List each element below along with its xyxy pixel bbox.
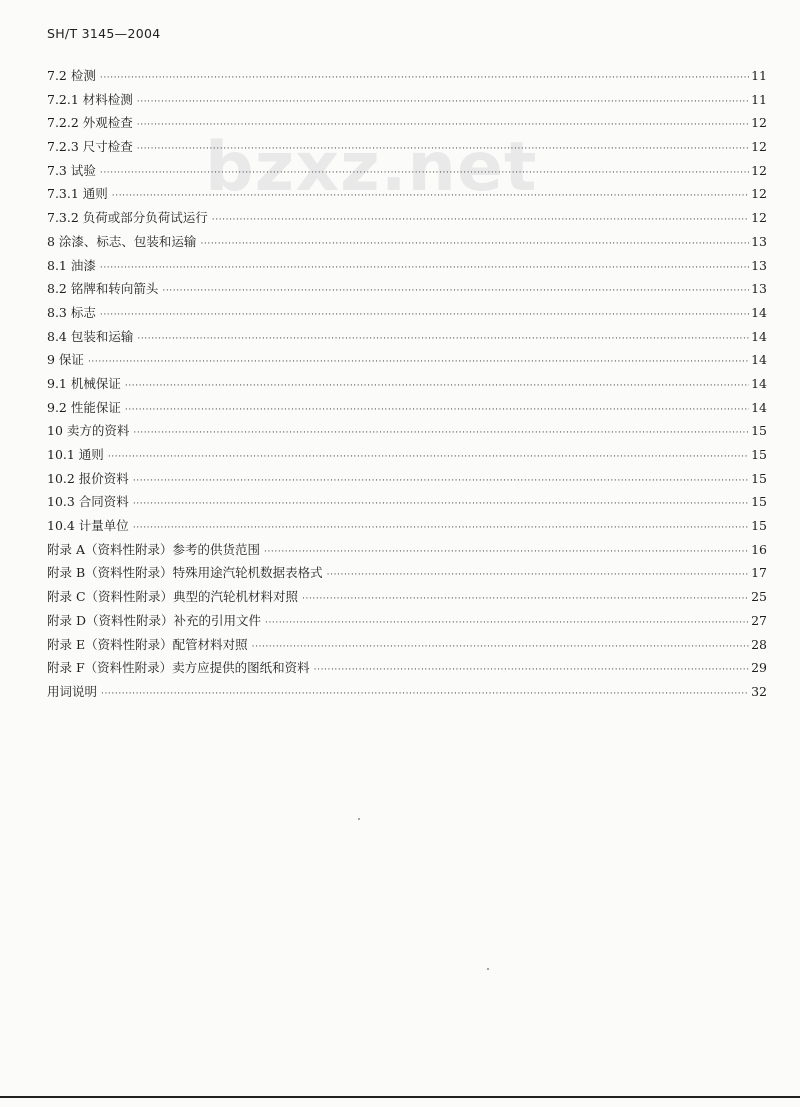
- scan-speck: [487, 968, 489, 970]
- toc-entry-label: 7.3.2 负荷或部分负荷试运行: [47, 210, 208, 226]
- toc-entry[interactable]: [47, 182, 767, 206]
- toc-entry[interactable]: [47, 254, 767, 278]
- toc-entry[interactable]: [47, 609, 767, 633]
- toc-entry[interactable]: [47, 348, 767, 372]
- toc-entry-label: 7.2 检测: [47, 68, 96, 83]
- toc-leader-dots: [100, 67, 749, 91]
- table-of-contents: [47, 64, 767, 704]
- toc-leader-dots: [137, 91, 749, 115]
- toc-entry-page: 15: [751, 494, 767, 510]
- toc-entry-label: 10.4 计量单位: [47, 518, 129, 534]
- toc-entry-label: 8.3 标志: [47, 304, 96, 320]
- toc-leader-dots: [302, 588, 749, 612]
- toc-entry-label: 10.1 通则: [47, 447, 104, 462]
- toc-entry-page: 12: [751, 115, 767, 131]
- toc-entry[interactable]: [47, 230, 767, 254]
- toc-leader-dots: [133, 470, 749, 494]
- toc-entry[interactable]: [47, 206, 767, 230]
- toc-leader-dots: [265, 612, 749, 636]
- watermark: bzxz.net: [205, 128, 538, 207]
- toc-entry[interactable]: [47, 561, 767, 585]
- toc-entry-label: 7.2.1 材料检测: [47, 91, 133, 107]
- toc-entry[interactable]: [47, 633, 767, 657]
- toc-leader-dots: [125, 375, 749, 399]
- toc-entry-label: 9.1 机械保证: [47, 375, 121, 391]
- toc-entry[interactable]: [47, 88, 767, 112]
- toc-entry-page: 12: [751, 162, 767, 178]
- toc-entry-page: 16: [751, 541, 767, 557]
- toc-entry-label: 7.3 试验: [47, 162, 96, 178]
- toc-leader-dots: [101, 683, 749, 707]
- toc-leader-dots: [137, 138, 749, 162]
- toc-entry-label: 8 涂漆、标志、包装和运输: [47, 233, 197, 249]
- toc-entry[interactable]: [47, 396, 767, 420]
- toc-entry-label: 用词说明: [47, 683, 98, 699]
- toc-entry[interactable]: [47, 467, 767, 491]
- toc-entry-page: 27: [751, 612, 767, 628]
- toc-entry-label: 10.2 报价资料: [47, 470, 129, 486]
- toc-entry-page: 11: [751, 91, 767, 107]
- toc-leader-dots: [162, 280, 749, 304]
- toc-entry[interactable]: [47, 325, 767, 349]
- toc-leader-dots: [133, 493, 749, 517]
- toc-entry-page: 15: [751, 447, 767, 462]
- toc-entry-page: 32: [751, 683, 767, 699]
- toc-entry[interactable]: [47, 656, 767, 680]
- toc-entry[interactable]: [47, 277, 767, 301]
- toc-entry-page: 11: [751, 68, 767, 83]
- toc-leader-dots: [137, 114, 749, 138]
- toc-entry[interactable]: [47, 159, 767, 183]
- toc-entry-label: 7.2.3 尺寸检查: [47, 139, 133, 155]
- toc-leader-dots: [200, 233, 749, 257]
- toc-entry-page: 12: [751, 210, 767, 226]
- toc-entry-label: 8.2 铭牌和转向箭头: [47, 281, 159, 297]
- toc-entry-label: 附录 E（资料性附录）配管材料对照: [47, 636, 248, 652]
- toc-entry-page: 14: [751, 352, 767, 368]
- toc-entry[interactable]: [47, 372, 767, 396]
- toc-entry[interactable]: [47, 301, 767, 325]
- toc-entry[interactable]: [47, 135, 767, 159]
- toc-entry-page: 25: [751, 589, 767, 605]
- toc-entry-label: 8.1 油漆: [47, 257, 96, 273]
- toc-entry-label: 7.2.2 外观检查: [47, 115, 133, 131]
- toc-entry-page: 13: [751, 281, 767, 297]
- toc-entry-label: 10.3 合同资料: [47, 494, 129, 510]
- scan-speck: [358, 818, 360, 820]
- toc-leader-dots: [100, 162, 749, 186]
- toc-entry-page: 14: [751, 328, 767, 344]
- toc-leader-dots: [212, 209, 749, 233]
- toc-entry-page: 15: [751, 518, 767, 534]
- toc-entry[interactable]: [47, 64, 767, 88]
- toc-entry-label: 8.4 包装和运输: [47, 328, 134, 344]
- toc-entry[interactable]: [47, 680, 767, 704]
- toc-entry-page: 12: [751, 139, 767, 155]
- toc-entry-page: 15: [751, 423, 767, 439]
- toc-leader-dots: [88, 351, 749, 375]
- toc-entry-page: 28: [751, 636, 767, 652]
- toc-entry-page: 13: [751, 257, 767, 273]
- toc-entry-page: 14: [751, 304, 767, 320]
- toc-entry[interactable]: [47, 514, 767, 538]
- toc-entry[interactable]: [47, 111, 767, 135]
- toc-leader-dots: [100, 257, 749, 281]
- toc-entry-label: 附录 F（资料性附录）卖方应提供的图纸和资料: [47, 660, 310, 676]
- toc-leader-dots: [108, 446, 749, 470]
- toc-leader-dots: [314, 659, 749, 683]
- toc-leader-dots: [252, 636, 749, 660]
- standard-code: SH/T 3145—2004: [47, 26, 161, 41]
- toc-entry[interactable]: [47, 538, 767, 562]
- toc-entry-label: 附录 B（资料性附录）特殊用途汽轮机数据表格式: [47, 565, 323, 581]
- toc-entry-label: 9 保证: [47, 352, 84, 368]
- toc-entry-page: 15: [751, 470, 767, 486]
- toc-entry-page: 17: [751, 565, 767, 581]
- toc-entry-page: 13: [751, 233, 767, 249]
- toc-leader-dots: [125, 399, 749, 423]
- toc-leader-dots: [264, 541, 749, 565]
- toc-entry-label: 7.3.1 通则: [47, 186, 108, 202]
- page-bottom-rule: [0, 1096, 800, 1098]
- toc-entry-page: 14: [751, 375, 767, 391]
- toc-leader-dots: [327, 564, 749, 588]
- toc-entry-label: 附录 D（资料性附录）补充的引用文件: [47, 612, 261, 628]
- toc-entry-page: 12: [751, 186, 767, 202]
- toc-entry[interactable]: [47, 443, 767, 467]
- toc-entry-page: 14: [751, 399, 767, 415]
- toc-entry-label: 9.2 性能保证: [47, 399, 121, 415]
- toc-entry-label: 附录 A（资料性附录）参考的供货范围: [47, 541, 261, 557]
- toc-entry-label: 附录 C（资料性附录）典型的汽轮机材料对照: [47, 589, 299, 605]
- toc-entry[interactable]: [47, 585, 767, 609]
- toc-leader-dots: [133, 422, 749, 446]
- toc-leader-dots: [137, 328, 749, 352]
- toc-entry-label: 10 卖方的资料: [47, 423, 130, 439]
- toc-entry[interactable]: [47, 419, 767, 443]
- toc-entry-page: 29: [751, 660, 767, 676]
- toc-entry[interactable]: [47, 490, 767, 514]
- toc-leader-dots: [100, 304, 749, 328]
